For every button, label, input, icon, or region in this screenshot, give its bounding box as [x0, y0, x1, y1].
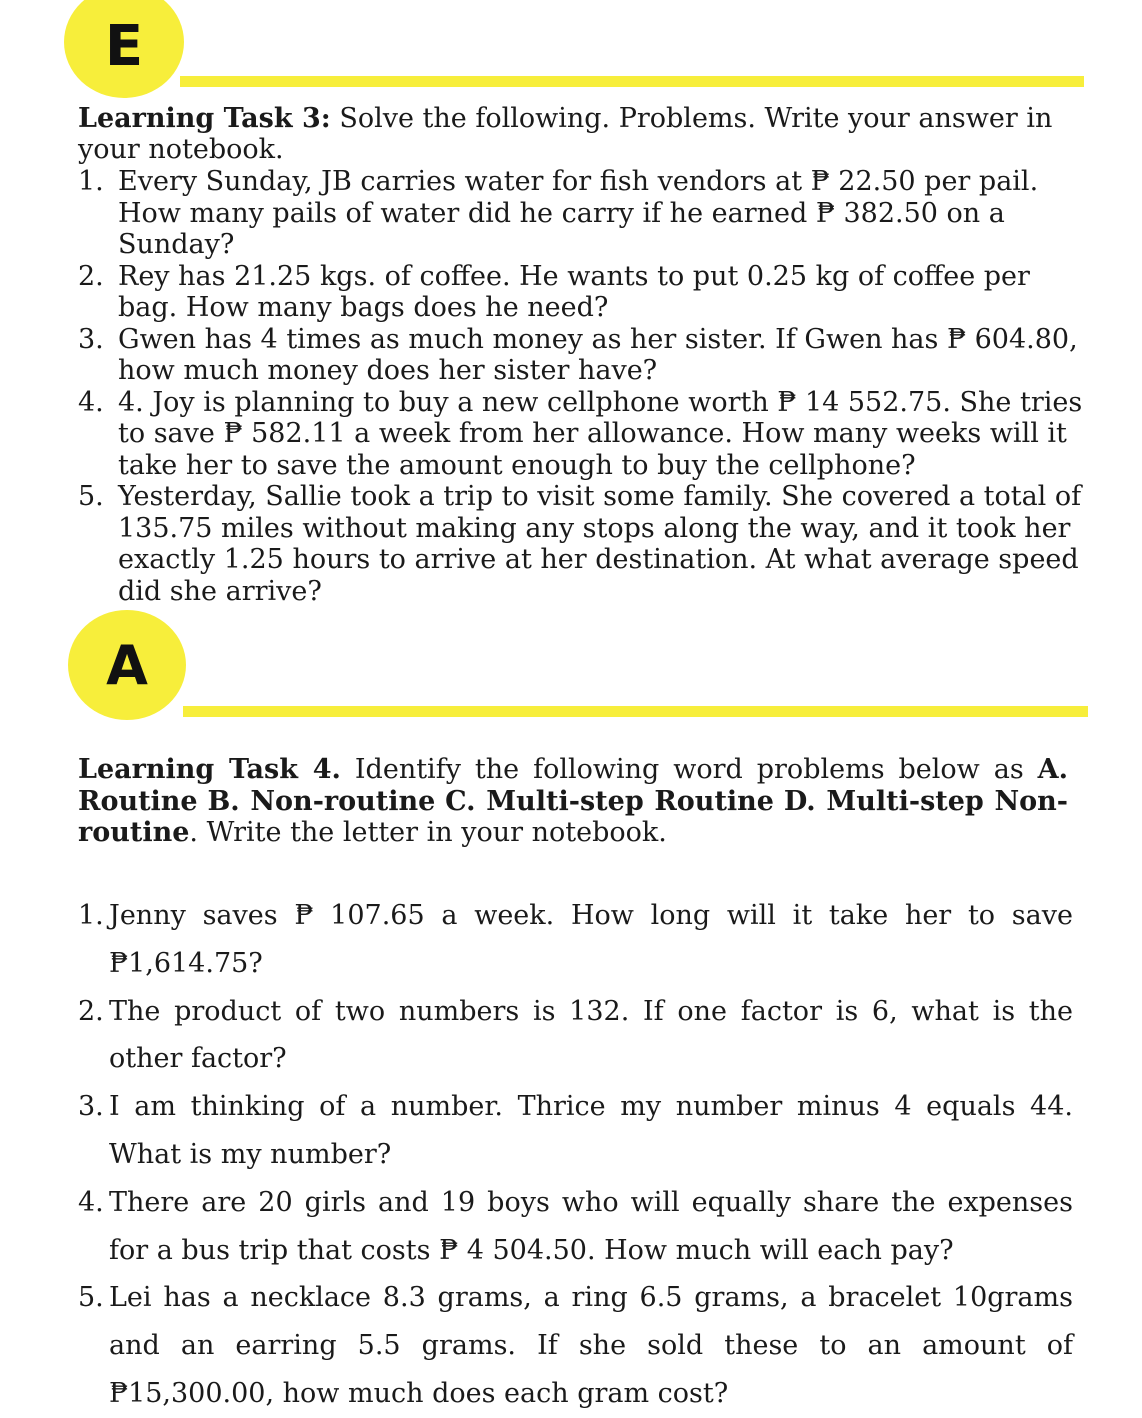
problem-number: 4.	[78, 1186, 104, 1218]
problem-text: Rey has 21.25 kgs. of coffee. He wants to put 0.25 kg of coffee per bag. How many bags does he need?	[118, 260, 1030, 323]
task4-option-b: B. Non-routine	[207, 785, 436, 817]
problem-number: 2.	[78, 260, 104, 292]
task4-option-a: A. Routine	[78, 754, 1068, 817]
section-e-badge	[64, 0, 184, 98]
problem-number: 1.	[78, 900, 104, 931]
task4-intro	[78, 754, 1068, 849]
problem-number: 4.	[78, 386, 104, 418]
task4-problem-3	[78, 1083, 1073, 1179]
task3-intro	[78, 103, 1078, 165]
problem-text: 4. Joy is planning to buy a new cellphone worth ₱ 14 552.75. She tries to save ₱ 582.11 a week from her allowance. How many weeks will it take her to save the amount enough to buy the cellphone?	[118, 386, 1083, 481]
task3-problem-3	[78, 324, 1088, 387]
task4-option-d: D. Multi-step Non-routine	[78, 785, 1068, 848]
task4-problem-2	[78, 988, 1073, 1084]
task3-problem-list	[78, 166, 1088, 607]
problem-number: 2.	[78, 995, 104, 1027]
task3-problem-1	[78, 166, 1088, 261]
task3-title: Learning Task 3:	[78, 103, 331, 134]
section-e-letter: E	[104, 13, 144, 79]
problem-text: Gwen has 4 times as much money as her sister. If Gwen has ₱ 604.80, how much money does her sister have?	[118, 323, 1078, 386]
task4-problem-1	[78, 892, 1073, 988]
problem-text: Jenny saves ₱ 107.65 a week. How long will it take her to save ₱1,614.75?	[109, 900, 1073, 979]
task3-problem-5	[78, 481, 1088, 607]
task4-problem-4	[78, 1179, 1073, 1275]
problem-text: Every Sunday, JB carries water for fish vendors at ₱ 22.50 per pail. How many pails of water did he carry if he earned ₱ 382.50 on a Sunday?	[118, 166, 1039, 260]
problem-text: The product of two numbers is 132. If one factor is 6, what is the other factor?	[109, 995, 1073, 1075]
problem-text: Lei has a necklace 8.3 grams, a ring 6.5 grams, a bracelet 10grams and an earring 5.5 grams. If she sold these to an amount of ₱15,300.00, how much does each gram cost?	[109, 1282, 1073, 1409]
task3-problem-2	[78, 261, 1088, 324]
section-e-divider	[180, 76, 1084, 87]
problem-text: There are 20 girls and 19 boys who will equally share the expenses for a bus trip that costs ₱ 4 504.50. How much will each pay?	[109, 1186, 1073, 1266]
problem-text: Yesterday, Sallie took a trip to visit some family. She covered a total of 135.75 miles without making any stops along the way, and it took her exactly 1.25 hours to arrive at her destination. At what average speed did she arrive?	[118, 481, 1082, 607]
task4-instruction-2: . Write the letter in your notebook.	[189, 817, 667, 848]
task4-problem-5	[78, 1274, 1073, 1417]
task4-title: Learning Task 4.	[78, 754, 341, 785]
problem-number: 5.	[78, 481, 104, 512]
task4-option-c: C. Multi-step Routine	[445, 785, 774, 817]
task3-instruction: Solve the following. Problems. Write your answer in your notebook.	[78, 103, 1053, 165]
task3-problem-4	[78, 387, 1088, 482]
task4-problem-list	[78, 892, 1073, 1418]
problem-number: 3.	[78, 1091, 104, 1123]
task4-instruction-1: Identify the following word problems below as	[340, 754, 1038, 785]
problem-number: 3.	[78, 323, 104, 355]
section-a-badge	[68, 610, 186, 720]
problem-number: 1.	[78, 166, 104, 197]
problem-number: 5.	[78, 1282, 104, 1314]
section-a-divider	[183, 706, 1088, 717]
problem-text: I am thinking of a number. Thrice my number minus 4 equals 44. What is my number?	[109, 1091, 1073, 1170]
section-a-letter: A	[106, 633, 148, 697]
